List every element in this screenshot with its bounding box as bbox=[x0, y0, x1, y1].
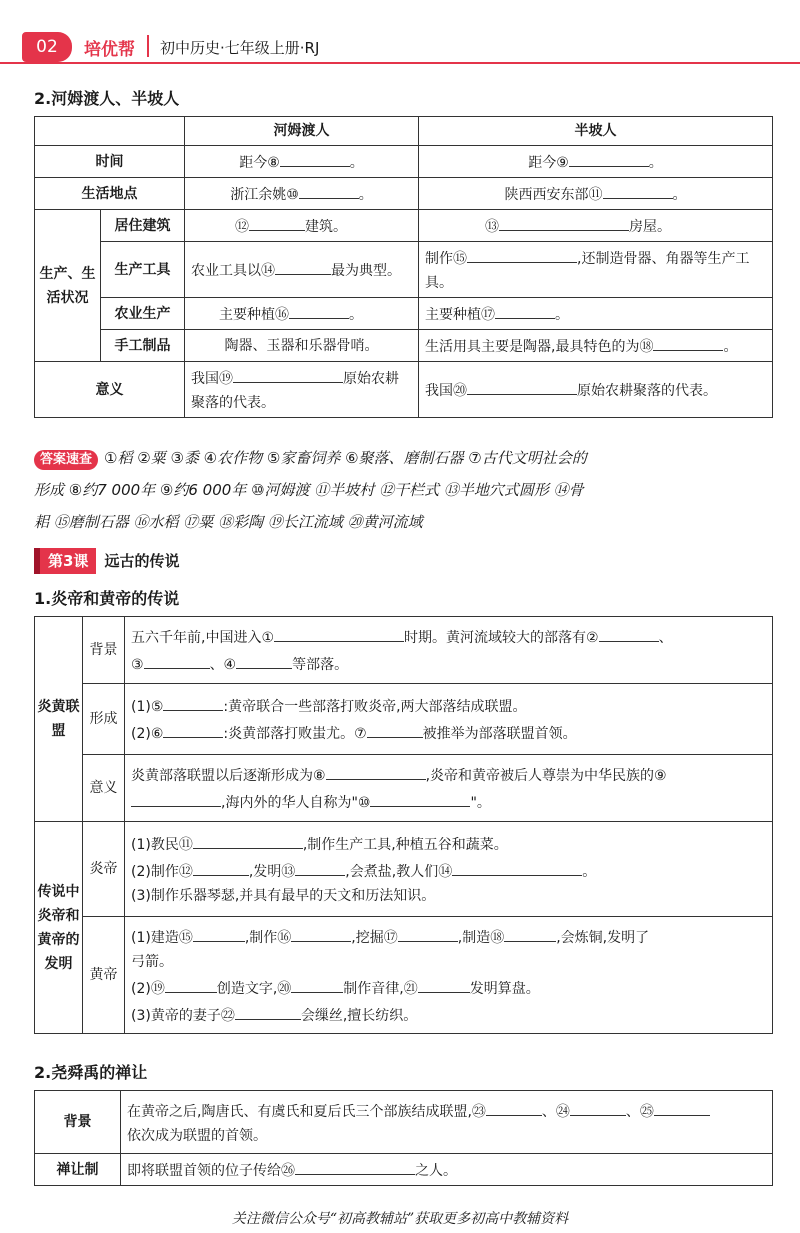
answer-blank bbox=[249, 212, 305, 231]
section-heading: 2.河姆渡人、半坡人 bbox=[34, 89, 180, 108]
lesson-title-bar bbox=[34, 548, 179, 574]
answer-blank bbox=[289, 300, 349, 319]
table-row: 传说中炎帝和黄帝的发明 炎帝 (1)教民⑪ ,制作生产工具,种植五谷和蔬菜。 (2)制作⑫ ,发明⑬ ,会煮盐,教人们⑭ 。 (3)制作乐器琴瑟,并具有最早的天文和历法知识。 bbox=[35, 822, 773, 917]
row-label-formation: 形成 bbox=[83, 684, 125, 755]
table-row bbox=[35, 117, 773, 146]
row-label-agri: 农业生产 bbox=[101, 298, 185, 330]
answer-blank bbox=[163, 692, 223, 711]
answer-blank bbox=[499, 212, 629, 231]
answer-blank bbox=[236, 650, 292, 669]
answer-blank bbox=[291, 923, 351, 942]
answer-blank bbox=[599, 623, 659, 642]
lesson-title: 远古的传说 bbox=[104, 552, 180, 570]
answer-blank bbox=[274, 623, 404, 642]
table-row: 形成 (1)⑤ :黄帝联合一些部落打败炎帝,两大部落结成联盟。 (2)⑥ :炎黄部落打败蚩尤。⑦ 被推举为部落联盟首领。 bbox=[35, 684, 773, 755]
table-row: 禅让制 即将联盟首领的位子传给㉖ 之人。 bbox=[35, 1154, 773, 1186]
brand-name: 培优帮 bbox=[84, 40, 135, 60]
answer-blank bbox=[418, 974, 470, 993]
section-heading: 1.炎帝和黄帝的传说 bbox=[34, 589, 180, 608]
abdication-table bbox=[34, 1090, 773, 1186]
answer-blank bbox=[165, 974, 217, 993]
table-row: 炎黄联盟 背景 五六千年前,中国进入① 时期。黄河流域较大的部落有② 、 ③ 、④ 等部落。 bbox=[35, 617, 773, 684]
answer-blank bbox=[467, 376, 577, 395]
answer-blank bbox=[467, 244, 577, 263]
footer-note: 关注微信公众号“初高教辅站”获取更多初高中教辅资料 bbox=[231, 1211, 569, 1227]
row-label-craft: 手工制品 bbox=[101, 330, 185, 362]
answer-blank bbox=[295, 857, 345, 876]
row-label-house: 居住建筑 bbox=[101, 210, 185, 242]
answer-blank bbox=[603, 180, 673, 199]
hemudu-banpo-table bbox=[34, 116, 773, 418]
col-header-banpo: 半坡人 bbox=[419, 117, 773, 146]
row-label-background: 背景 bbox=[35, 1091, 121, 1154]
table-row: 时间 距今⑧ 。 距今⑨ 。 bbox=[35, 146, 773, 178]
table-row: 意义 我国⑲ 原始农耕聚落的代表。 我国⑳ 原始农耕聚落的代表。 bbox=[35, 362, 773, 418]
page-header bbox=[0, 30, 800, 64]
answer-blank bbox=[570, 1097, 626, 1116]
answer-blank bbox=[504, 923, 556, 942]
answer-blank bbox=[193, 923, 245, 942]
answer-blank bbox=[398, 923, 458, 942]
book-title: 初中历史·七年级上册·RJ bbox=[160, 39, 320, 57]
answer-blank bbox=[233, 364, 343, 383]
lesson-tag: 第3课 bbox=[34, 548, 96, 574]
answer-blank bbox=[370, 788, 470, 807]
row-label-yandi: 炎帝 bbox=[83, 822, 125, 917]
answer-blank bbox=[131, 788, 221, 807]
header-divider bbox=[147, 35, 149, 57]
table-row: 意义 炎黄部落联盟以后逐渐形成为⑧ ,炎帝和黄帝被后人尊崇为中华民族的⑨ ,海内外的华人自称为"⑩ "。 bbox=[35, 755, 773, 822]
row-label-significance: 意义 bbox=[83, 755, 125, 822]
table-row: 生产、生活状况 居住建筑 ⑫ 建筑。 ⑬ 房屋。 bbox=[35, 210, 773, 242]
row-label-background: 背景 bbox=[83, 617, 125, 684]
answer-blank bbox=[654, 1097, 710, 1116]
answer-blank bbox=[452, 857, 582, 876]
answer-blank bbox=[367, 719, 423, 738]
table-row: 农业生产 主要种植⑯ 。 主要种植⑰ 。 bbox=[35, 298, 773, 330]
row-label-rule: 禅让制 bbox=[35, 1154, 121, 1186]
row-label-tools: 生产工具 bbox=[101, 242, 185, 298]
table-row: 手工制品 陶器、玉器和乐器骨哨。 生活用具主要是陶器,最具特色的为⑱ 。 bbox=[35, 330, 773, 362]
answer-blank bbox=[193, 857, 249, 876]
group-label-inventions: 传说中炎帝和黄帝的发明 bbox=[35, 822, 83, 1034]
page-number: 02 bbox=[22, 32, 72, 62]
answer-blank bbox=[280, 148, 350, 167]
answer-blank bbox=[144, 650, 210, 669]
answer-blank bbox=[653, 332, 723, 351]
table-row: 黄帝 (1)建造⑮ ,制作⑯ ,挖掘⑰ ,制造⑱ ,会炼铜,发明了 弓箭。 (2)⑲ 创造文字,⑳ 制作音律,㉑ 发明算盘。 (3)黄帝的妻子㉒ 会缫丝,擅长纺织。 bbox=[35, 917, 773, 1034]
section-heading: 2.尧舜禹的禅让 bbox=[34, 1063, 148, 1082]
table-row: 生产工具 农业工具以⑭ 最为典型。 制作⑮ ,还制造骨器、角器等生产工具。 bbox=[35, 242, 773, 298]
answer-blank bbox=[163, 719, 223, 738]
answer-blank bbox=[275, 256, 331, 275]
answer-blank bbox=[299, 180, 359, 199]
answer-blank bbox=[291, 974, 343, 993]
answer-blank bbox=[193, 830, 303, 849]
group-label-alliance: 炎黄联盟 bbox=[35, 617, 83, 822]
answer-blank bbox=[295, 1156, 415, 1175]
row-label-meaning: 意义 bbox=[35, 362, 185, 418]
row-label-time: 时间 bbox=[35, 146, 185, 178]
header-rule bbox=[0, 62, 800, 64]
answer-blank bbox=[326, 761, 426, 780]
answer-blank bbox=[569, 148, 649, 167]
answer-blank bbox=[495, 300, 555, 319]
col-header-hemudu: 河姆渡人 bbox=[185, 117, 419, 146]
answer-key-badge: 答案速查 bbox=[34, 450, 98, 470]
row-label-place: 生活地点 bbox=[35, 178, 185, 210]
answer-blank bbox=[486, 1097, 542, 1116]
table-row: 背景 在黄帝之后,陶唐氏、有虞氏和夏后氏三个部族结成联盟,㉓ 、㉔ 、㉕ 依次成为联盟的首领。 bbox=[35, 1091, 773, 1154]
answer-key: 答案速查 ①稻 ②粟 ③黍 ④农作物 ⑤家畜饲养 ⑥聚落、磨制石器 ⑦古代文明社会的 形成 ⑧约7 000年 ⑨约6 000年 ⑩河姆渡 ⑪半坡村 ⑫干栏式 ⑬半地穴式圆形 ⑭骨 耜 ⑮磨制石器 ⑯水稻 ⑰粟 ⑱彩陶 ⑲长江流域 ⑳黄河流域 bbox=[34, 449, 587, 531]
row-label-huangdi: 黄帝 bbox=[83, 917, 125, 1034]
legend-table bbox=[34, 616, 773, 1034]
group-label-production: 生产、生活状况 bbox=[35, 210, 101, 362]
answer-blank bbox=[235, 1001, 301, 1020]
table-row: 生活地点 浙江余姚⑩ 。 陕西西安东部⑪ 。 bbox=[35, 178, 773, 210]
